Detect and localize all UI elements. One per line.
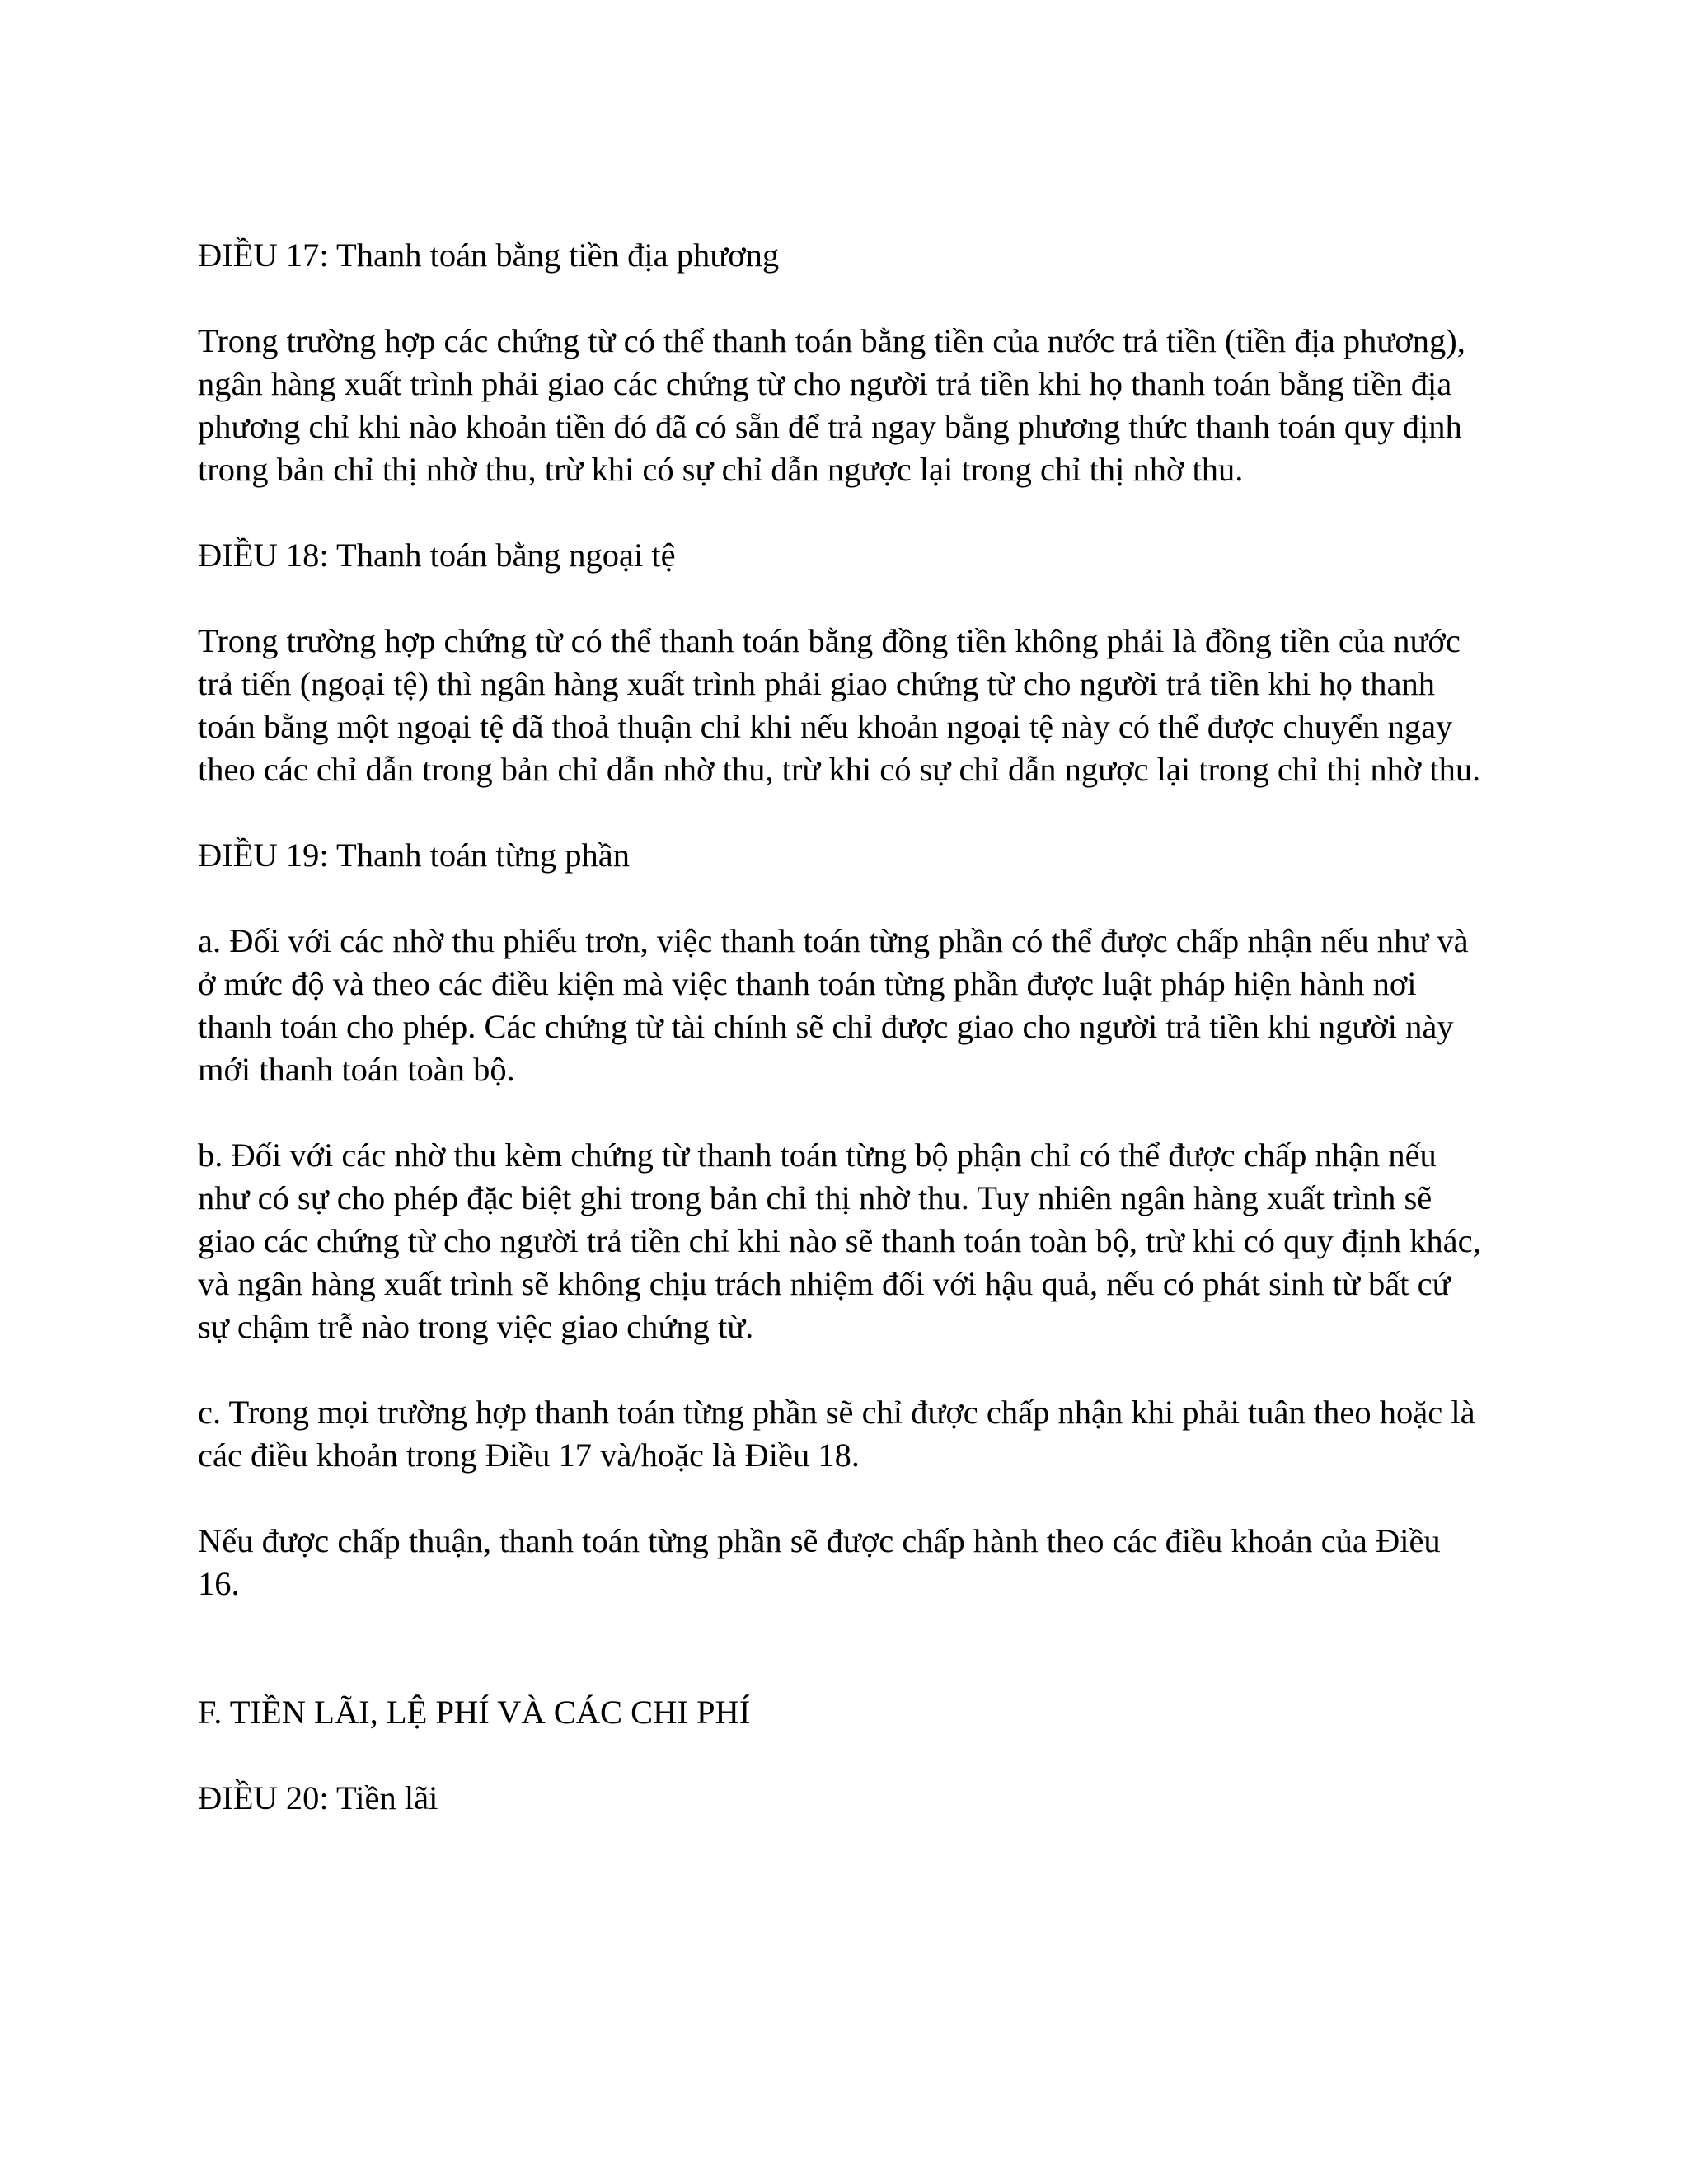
article-19-closing: Nếu được chấp thuận, thanh toán từng phần sẽ được chấp hành theo các điều khoản của Điều 16. — [198, 1522, 1441, 1602]
article-20-heading: ĐIỀU 20: Tiền lãi — [198, 1779, 438, 1816]
article-18-heading: ĐIỀU 18: Thanh toán bằng ngoại tệ — [198, 537, 676, 574]
article-19-heading: ĐIỀU 19: Thanh toán từng phần — [198, 837, 630, 874]
article-17-heading: ĐIỀU 17: Thanh toán bằng tiền địa phương — [198, 237, 780, 274]
article-18-paragraph: Trong trường hợp chứng từ có thể thanh toán bằng đồng tiền không phải là đồng tiền của nước trả tiến (ngoại tệ) thì ngân hàng xuất trình phải giao chứng từ cho người trả tiền khi họ thanh toán bằng một ngoại tệ đã thoả thuận chỉ khi nếu khoản ngoại tệ này có thể được chuyển ngay theo các chỉ dẫn trong bản chỉ dẫn nhờ thu, trừ khi có sự chỉ dẫn ngược lại trong chỉ thị nhờ thu. — [198, 622, 1481, 788]
document-body — [198, 234, 1484, 1820]
section-f-heading: F. TIỀN LÃI, LỆ PHÍ VÀ CÁC CHI PHÍ — [198, 1694, 751, 1731]
article-17-paragraph: Trong trường hợp các chứng từ có thể thanh toán bằng tiền của nước trả tiền (tiền địa phương), ngân hàng xuất trình phải giao các chứng từ cho người trả tiền khi họ thanh toán bằng tiền địa phương chỉ khi nào khoản tiền đó đã có sẵn để trả ngay bằng phương thức thanh toán quy định trong bản chỉ thị nhờ thu, trừ khi có sự chỉ dẫn ngược lại trong chỉ thị nhờ thu. — [198, 322, 1465, 488]
article-19-item-c: c. Trong mọi trường hợp thanh toán từng phần sẽ chỉ được chấp nhận khi phải tuân theo hoặc là các điều khoản trong Điều 17 và/hoặc là Điều 18. — [198, 1394, 1475, 1474]
article-19-item-a: a. Đối với các nhờ thu phiếu trơn, việc thanh toán từng phần có thể được chấp nhận nếu như và ở mức độ và theo các điều kiện mà việc thanh toán từng phần được luật pháp hiện hành nơi thanh toán cho phép. Các chứng từ tài chính sẽ chỉ được giao cho người trả tiền khi người này mới thanh toán toàn bộ. — [198, 922, 1469, 1088]
article-19-item-b: b. Đối với các nhờ thu kèm chứng từ thanh toán từng bộ phận chỉ có thể được chấp nhận nếu như có sự cho phép đặc biệt ghi trong bản chỉ thị nhờ thu. Tuy nhiên ngân hàng xuất trình sẽ giao các chứng từ cho người trả tiền chỉ khi nào sẽ thanh toán toàn bộ, trừ khi có quy định khác, và ngân hàng xuất trình sẽ không chịu trách nhiệm đối với hậu quả, nếu có phát sinh từ bất cứ sự chậm trễ nào trong việc giao chứng từ. — [198, 1137, 1481, 1345]
